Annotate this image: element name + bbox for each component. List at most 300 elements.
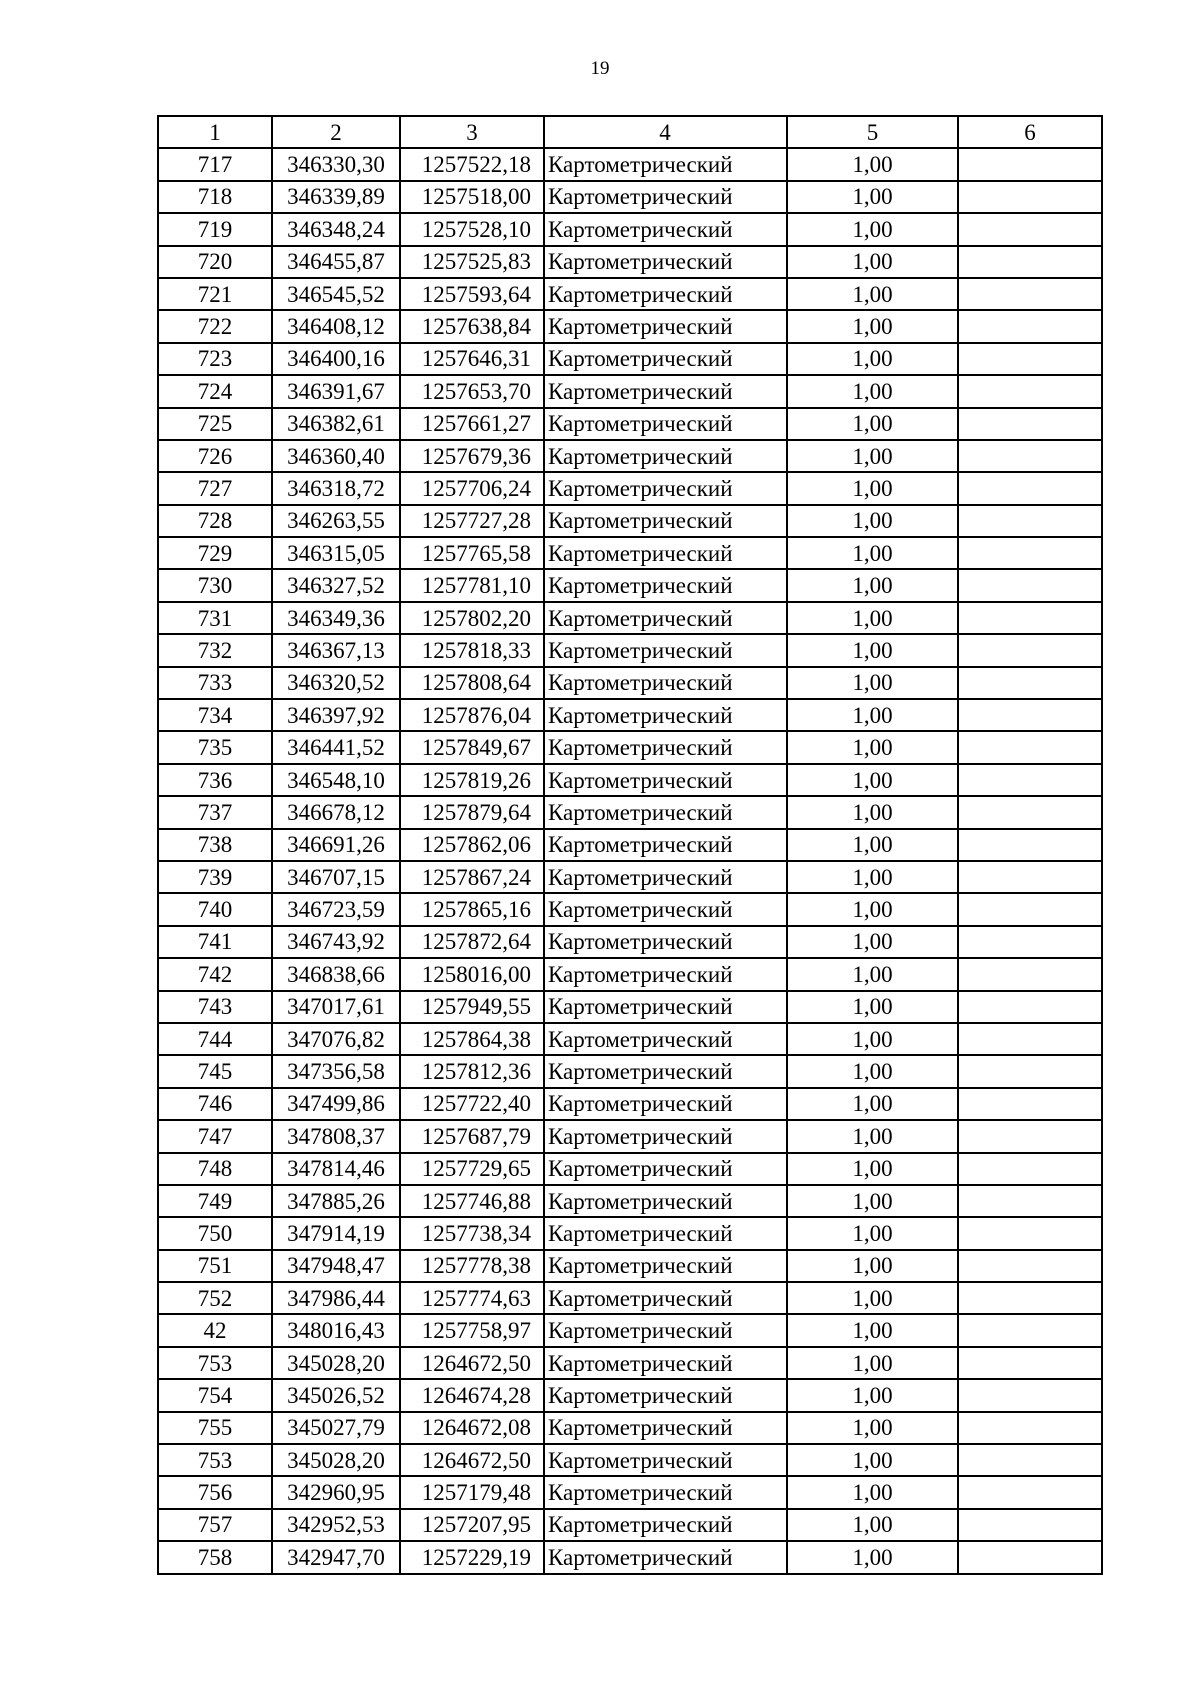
table-row	[158, 699, 1102, 731]
y-coordinate-cell: 1257765,58	[400, 537, 544, 569]
method-cell: Картометрический	[544, 1023, 787, 1055]
note-cell	[958, 375, 1102, 407]
point-number-cell: 743	[158, 991, 272, 1023]
x-coordinate-cell: 347499,86	[272, 1088, 400, 1120]
accuracy-cell: 1,00	[787, 1541, 958, 1573]
point-number-cell: 734	[158, 699, 272, 731]
accuracy-cell: 1,00	[787, 181, 958, 213]
table-header	[158, 116, 1102, 148]
point-number-cell: 737	[158, 796, 272, 828]
x-coordinate-cell: 346707,15	[272, 861, 400, 893]
header-cell-2: 2	[272, 116, 400, 148]
note-cell	[958, 472, 1102, 504]
table-row	[158, 310, 1102, 342]
point-number-cell: 747	[158, 1120, 272, 1152]
method-cell: Картометрический	[544, 926, 787, 958]
table-row	[158, 1023, 1102, 1055]
point-number-cell: 720	[158, 246, 272, 278]
note-cell	[958, 1088, 1102, 1120]
note-cell	[958, 408, 1102, 440]
y-coordinate-cell: 1257593,64	[400, 278, 544, 310]
x-coordinate-cell: 346455,87	[272, 246, 400, 278]
x-coordinate-cell: 345027,79	[272, 1412, 400, 1444]
accuracy-cell: 1,00	[787, 1379, 958, 1411]
y-coordinate-cell: 1264672,08	[400, 1412, 544, 1444]
y-coordinate-cell: 1264672,50	[400, 1347, 544, 1379]
accuracy-cell: 1,00	[787, 1185, 958, 1217]
y-coordinate-cell: 1257781,10	[400, 569, 544, 601]
table-row	[158, 569, 1102, 601]
accuracy-cell: 1,00	[787, 764, 958, 796]
header-cell-1: 1	[158, 116, 272, 148]
note-cell	[958, 505, 1102, 537]
y-coordinate-cell: 1257818,33	[400, 634, 544, 666]
y-coordinate-cell: 1257849,67	[400, 731, 544, 763]
note-cell	[958, 537, 1102, 569]
accuracy-cell: 1,00	[787, 1088, 958, 1120]
x-coordinate-cell: 347076,82	[272, 1023, 400, 1055]
point-number-cell: 744	[158, 1023, 272, 1055]
table-row	[158, 731, 1102, 763]
y-coordinate-cell: 1257729,65	[400, 1153, 544, 1185]
accuracy-cell: 1,00	[787, 408, 958, 440]
x-coordinate-cell: 346320,52	[272, 667, 400, 699]
y-coordinate-cell: 1257867,24	[400, 861, 544, 893]
point-number-cell: 717	[158, 148, 272, 180]
note-cell	[958, 958, 1102, 990]
table-row	[158, 893, 1102, 925]
point-number-cell: 733	[158, 667, 272, 699]
point-number-cell: 749	[158, 1185, 272, 1217]
coordinates-table	[157, 115, 1103, 1575]
table-row	[158, 829, 1102, 861]
x-coordinate-cell: 342960,95	[272, 1476, 400, 1508]
point-number-cell: 755	[158, 1412, 272, 1444]
table-row	[158, 634, 1102, 666]
accuracy-cell: 1,00	[787, 958, 958, 990]
method-cell: Картометрический	[544, 1379, 787, 1411]
y-coordinate-cell: 1257522,18	[400, 148, 544, 180]
accuracy-cell: 1,00	[787, 796, 958, 828]
x-coordinate-cell: 345026,52	[272, 1379, 400, 1411]
point-number-cell: 753	[158, 1347, 272, 1379]
accuracy-cell: 1,00	[787, 375, 958, 407]
x-coordinate-cell: 348016,43	[272, 1314, 400, 1346]
accuracy-cell: 1,00	[787, 926, 958, 958]
point-number-cell: 754	[158, 1379, 272, 1411]
point-number-cell: 746	[158, 1088, 272, 1120]
x-coordinate-cell: 347814,46	[272, 1153, 400, 1185]
point-number-cell: 740	[158, 893, 272, 925]
table-row	[158, 1217, 1102, 1249]
x-coordinate-cell: 346318,72	[272, 472, 400, 504]
method-cell: Картометрический	[544, 1120, 787, 1152]
x-coordinate-cell: 347017,61	[272, 991, 400, 1023]
point-number-cell: 726	[158, 440, 272, 472]
x-coordinate-cell: 346315,05	[272, 537, 400, 569]
point-number-cell: 719	[158, 213, 272, 245]
note-cell	[958, 1314, 1102, 1346]
note-cell	[958, 181, 1102, 213]
method-cell: Картометрический	[544, 1217, 787, 1249]
x-coordinate-cell: 346441,52	[272, 731, 400, 763]
y-coordinate-cell: 1257774,63	[400, 1282, 544, 1314]
table-row	[158, 1120, 1102, 1152]
point-number-cell: 758	[158, 1541, 272, 1573]
accuracy-cell: 1,00	[787, 1444, 958, 1476]
note-cell	[958, 440, 1102, 472]
method-cell: Картометрический	[544, 861, 787, 893]
point-number-cell: 753	[158, 1444, 272, 1476]
accuracy-cell: 1,00	[787, 1055, 958, 1087]
x-coordinate-cell: 346360,40	[272, 440, 400, 472]
method-cell: Картометрический	[544, 1055, 787, 1087]
accuracy-cell: 1,00	[787, 991, 958, 1023]
x-coordinate-cell: 346838,66	[272, 958, 400, 990]
note-cell	[958, 667, 1102, 699]
method-cell: Картометрический	[544, 343, 787, 375]
y-coordinate-cell: 1257746,88	[400, 1185, 544, 1217]
method-cell: Картометрический	[544, 829, 787, 861]
y-coordinate-cell: 1257862,06	[400, 829, 544, 861]
point-number-cell: 723	[158, 343, 272, 375]
x-coordinate-cell: 346548,10	[272, 764, 400, 796]
y-coordinate-cell: 1257949,55	[400, 991, 544, 1023]
note-cell	[958, 602, 1102, 634]
accuracy-cell: 1,00	[787, 667, 958, 699]
method-cell: Картометрический	[544, 1541, 787, 1573]
accuracy-cell: 1,00	[787, 310, 958, 342]
note-cell	[958, 764, 1102, 796]
note-cell	[958, 213, 1102, 245]
accuracy-cell: 1,00	[787, 602, 958, 634]
x-coordinate-cell: 346263,55	[272, 505, 400, 537]
point-number-cell: 741	[158, 926, 272, 958]
y-coordinate-cell: 1257722,40	[400, 1088, 544, 1120]
table-row	[158, 796, 1102, 828]
x-coordinate-cell: 347914,19	[272, 1217, 400, 1249]
point-number-cell: 732	[158, 634, 272, 666]
accuracy-cell: 1,00	[787, 861, 958, 893]
point-number-cell: 724	[158, 375, 272, 407]
method-cell: Картометрический	[544, 1347, 787, 1379]
x-coordinate-cell: 346397,92	[272, 699, 400, 731]
x-coordinate-cell: 346723,59	[272, 893, 400, 925]
note-cell	[958, 1055, 1102, 1087]
method-cell: Картометрический	[544, 1282, 787, 1314]
y-coordinate-cell: 1257812,36	[400, 1055, 544, 1087]
table-row	[158, 148, 1102, 180]
page-number: 19	[590, 58, 610, 79]
method-cell: Картометрический	[544, 472, 787, 504]
table-row	[158, 505, 1102, 537]
accuracy-cell: 1,00	[787, 440, 958, 472]
note-cell	[958, 310, 1102, 342]
accuracy-cell: 1,00	[787, 829, 958, 861]
table-row	[158, 375, 1102, 407]
point-number-cell: 729	[158, 537, 272, 569]
note-cell	[958, 1282, 1102, 1314]
table-row	[158, 246, 1102, 278]
point-number-cell: 735	[158, 731, 272, 763]
accuracy-cell: 1,00	[787, 1282, 958, 1314]
y-coordinate-cell: 1257865,16	[400, 893, 544, 925]
accuracy-cell: 1,00	[787, 569, 958, 601]
method-cell: Картометрический	[544, 310, 787, 342]
note-cell	[958, 1250, 1102, 1282]
point-number-cell: 731	[158, 602, 272, 634]
x-coordinate-cell: 346400,16	[272, 343, 400, 375]
note-cell	[958, 148, 1102, 180]
table-row	[158, 1314, 1102, 1346]
accuracy-cell: 1,00	[787, 1023, 958, 1055]
note-cell	[958, 829, 1102, 861]
note-cell	[958, 991, 1102, 1023]
y-coordinate-cell: 1257179,48	[400, 1476, 544, 1508]
y-coordinate-cell: 1257638,84	[400, 310, 544, 342]
method-cell: Картометрический	[544, 1153, 787, 1185]
method-cell: Картометрический	[544, 796, 787, 828]
method-cell: Картометрический	[544, 602, 787, 634]
method-cell: Картометрический	[544, 569, 787, 601]
header-cell-5: 5	[787, 116, 958, 148]
y-coordinate-cell: 1257661,27	[400, 408, 544, 440]
table-row	[158, 278, 1102, 310]
table-row	[158, 1250, 1102, 1282]
point-number-cell: 756	[158, 1476, 272, 1508]
method-cell: Картометрический	[544, 958, 787, 990]
method-cell: Картометрический	[544, 375, 787, 407]
accuracy-cell: 1,00	[787, 343, 958, 375]
table-row	[158, 667, 1102, 699]
table-row	[158, 343, 1102, 375]
y-coordinate-cell: 1257876,04	[400, 699, 544, 731]
x-coordinate-cell: 346327,52	[272, 569, 400, 601]
accuracy-cell: 1,00	[787, 537, 958, 569]
method-cell: Картометрический	[544, 1088, 787, 1120]
header-cell-6: 6	[958, 116, 1102, 148]
method-cell: Картометрический	[544, 1185, 787, 1217]
table-row	[158, 472, 1102, 504]
table-row	[158, 1476, 1102, 1508]
note-cell	[958, 343, 1102, 375]
note-cell	[958, 1185, 1102, 1217]
note-cell	[958, 861, 1102, 893]
header-cell-3: 3	[400, 116, 544, 148]
y-coordinate-cell: 1257819,26	[400, 764, 544, 796]
note-cell	[958, 278, 1102, 310]
x-coordinate-cell: 347808,37	[272, 1120, 400, 1152]
note-cell	[958, 1120, 1102, 1152]
note-cell	[958, 699, 1102, 731]
method-cell: Картометрический	[544, 1412, 787, 1444]
table-row	[158, 1379, 1102, 1411]
table-row	[158, 181, 1102, 213]
accuracy-cell: 1,00	[787, 472, 958, 504]
x-coordinate-cell: 346382,61	[272, 408, 400, 440]
method-cell: Картометрический	[544, 537, 787, 569]
x-coordinate-cell: 345028,20	[272, 1444, 400, 1476]
method-cell: Картометрический	[544, 1250, 787, 1282]
table-row	[158, 1088, 1102, 1120]
point-number-cell: 751	[158, 1250, 272, 1282]
point-number-cell: 748	[158, 1153, 272, 1185]
note-cell	[958, 1217, 1102, 1249]
y-coordinate-cell: 1257706,24	[400, 472, 544, 504]
y-coordinate-cell: 1257207,95	[400, 1509, 544, 1541]
table-row	[158, 958, 1102, 990]
method-cell: Картометрический	[544, 667, 787, 699]
note-cell	[958, 731, 1102, 763]
x-coordinate-cell: 342947,70	[272, 1541, 400, 1573]
point-number-cell: 722	[158, 310, 272, 342]
method-cell: Картометрический	[544, 1509, 787, 1541]
table-row	[158, 1185, 1102, 1217]
method-cell: Картометрический	[544, 213, 787, 245]
table-body	[158, 148, 1102, 1573]
method-cell: Картометрический	[544, 699, 787, 731]
note-cell	[958, 246, 1102, 278]
point-number-cell: 750	[158, 1217, 272, 1249]
x-coordinate-cell: 346545,52	[272, 278, 400, 310]
table-row	[158, 764, 1102, 796]
x-coordinate-cell: 347948,47	[272, 1250, 400, 1282]
y-coordinate-cell: 1257872,64	[400, 926, 544, 958]
method-cell: Картометрический	[544, 505, 787, 537]
accuracy-cell: 1,00	[787, 731, 958, 763]
method-cell: Картометрический	[544, 991, 787, 1023]
table-row	[158, 1412, 1102, 1444]
x-coordinate-cell: 346678,12	[272, 796, 400, 828]
table-row	[158, 1282, 1102, 1314]
method-cell: Картометрический	[544, 1476, 787, 1508]
point-number-cell: 757	[158, 1509, 272, 1541]
point-number-cell: 721	[158, 278, 272, 310]
accuracy-cell: 1,00	[787, 1412, 958, 1444]
note-cell	[958, 796, 1102, 828]
point-number-cell: 739	[158, 861, 272, 893]
point-number-cell: 742	[158, 958, 272, 990]
y-coordinate-cell: 1257518,00	[400, 181, 544, 213]
accuracy-cell: 1,00	[787, 699, 958, 731]
y-coordinate-cell: 1257879,64	[400, 796, 544, 828]
note-cell	[958, 1412, 1102, 1444]
note-cell	[958, 926, 1102, 958]
note-cell	[958, 1476, 1102, 1508]
y-coordinate-cell: 1258016,00	[400, 958, 544, 990]
x-coordinate-cell: 345028,20	[272, 1347, 400, 1379]
table-row	[158, 213, 1102, 245]
x-coordinate-cell: 346330,30	[272, 148, 400, 180]
x-coordinate-cell: 346743,92	[272, 926, 400, 958]
accuracy-cell: 1,00	[787, 893, 958, 925]
point-number-cell: 727	[158, 472, 272, 504]
x-coordinate-cell: 347356,58	[272, 1055, 400, 1087]
accuracy-cell: 1,00	[787, 1347, 958, 1379]
table-row	[158, 1055, 1102, 1087]
point-number-cell: 730	[158, 569, 272, 601]
accuracy-cell: 1,00	[787, 278, 958, 310]
method-cell: Картометрический	[544, 893, 787, 925]
table-row	[158, 440, 1102, 472]
method-cell: Картометрический	[544, 1444, 787, 1476]
note-cell	[958, 1444, 1102, 1476]
note-cell	[958, 1541, 1102, 1573]
method-cell: Картометрический	[544, 764, 787, 796]
point-number-cell: 728	[158, 505, 272, 537]
table-row	[158, 1444, 1102, 1476]
note-cell	[958, 634, 1102, 666]
x-coordinate-cell: 347986,44	[272, 1282, 400, 1314]
accuracy-cell: 1,00	[787, 505, 958, 537]
y-coordinate-cell: 1257738,34	[400, 1217, 544, 1249]
table-row	[158, 1509, 1102, 1541]
method-cell: Картометрический	[544, 634, 787, 666]
y-coordinate-cell: 1264672,50	[400, 1444, 544, 1476]
method-cell: Картометрический	[544, 181, 787, 213]
note-cell	[958, 1379, 1102, 1411]
x-coordinate-cell: 346339,89	[272, 181, 400, 213]
table-row	[158, 408, 1102, 440]
y-coordinate-cell: 1257778,38	[400, 1250, 544, 1282]
x-coordinate-cell: 346349,36	[272, 602, 400, 634]
point-number-cell: 718	[158, 181, 272, 213]
point-number-cell: 745	[158, 1055, 272, 1087]
x-coordinate-cell: 346391,67	[272, 375, 400, 407]
table-row	[158, 537, 1102, 569]
accuracy-cell: 1,00	[787, 148, 958, 180]
table-row	[158, 926, 1102, 958]
note-cell	[958, 893, 1102, 925]
x-coordinate-cell: 346691,26	[272, 829, 400, 861]
table-row	[158, 602, 1102, 634]
point-number-cell: 42	[158, 1314, 272, 1346]
point-number-cell: 725	[158, 408, 272, 440]
accuracy-cell: 1,00	[787, 1476, 958, 1508]
method-cell: Картометрический	[544, 440, 787, 472]
y-coordinate-cell: 1264674,28	[400, 1379, 544, 1411]
accuracy-cell: 1,00	[787, 1153, 958, 1185]
table-row	[158, 1541, 1102, 1573]
y-coordinate-cell: 1257864,38	[400, 1023, 544, 1055]
accuracy-cell: 1,00	[787, 1509, 958, 1541]
y-coordinate-cell: 1257525,83	[400, 246, 544, 278]
y-coordinate-cell: 1257802,20	[400, 602, 544, 634]
accuracy-cell: 1,00	[787, 246, 958, 278]
x-coordinate-cell: 342952,53	[272, 1509, 400, 1541]
method-cell: Картометрический	[544, 408, 787, 440]
accuracy-cell: 1,00	[787, 634, 958, 666]
y-coordinate-cell: 1257646,31	[400, 343, 544, 375]
accuracy-cell: 1,00	[787, 1314, 958, 1346]
accuracy-cell: 1,00	[787, 1217, 958, 1249]
note-cell	[958, 1509, 1102, 1541]
note-cell	[958, 1347, 1102, 1379]
accuracy-cell: 1,00	[787, 1250, 958, 1282]
y-coordinate-cell: 1257687,79	[400, 1120, 544, 1152]
table-row	[158, 991, 1102, 1023]
y-coordinate-cell: 1257653,70	[400, 375, 544, 407]
point-number-cell: 752	[158, 1282, 272, 1314]
table-row	[158, 1347, 1102, 1379]
y-coordinate-cell: 1257808,64	[400, 667, 544, 699]
header-cell-4: 4	[544, 116, 787, 148]
y-coordinate-cell: 1257758,97	[400, 1314, 544, 1346]
note-cell	[958, 1153, 1102, 1185]
y-coordinate-cell: 1257679,36	[400, 440, 544, 472]
point-number-cell: 736	[158, 764, 272, 796]
method-cell: Картометрический	[544, 1314, 787, 1346]
